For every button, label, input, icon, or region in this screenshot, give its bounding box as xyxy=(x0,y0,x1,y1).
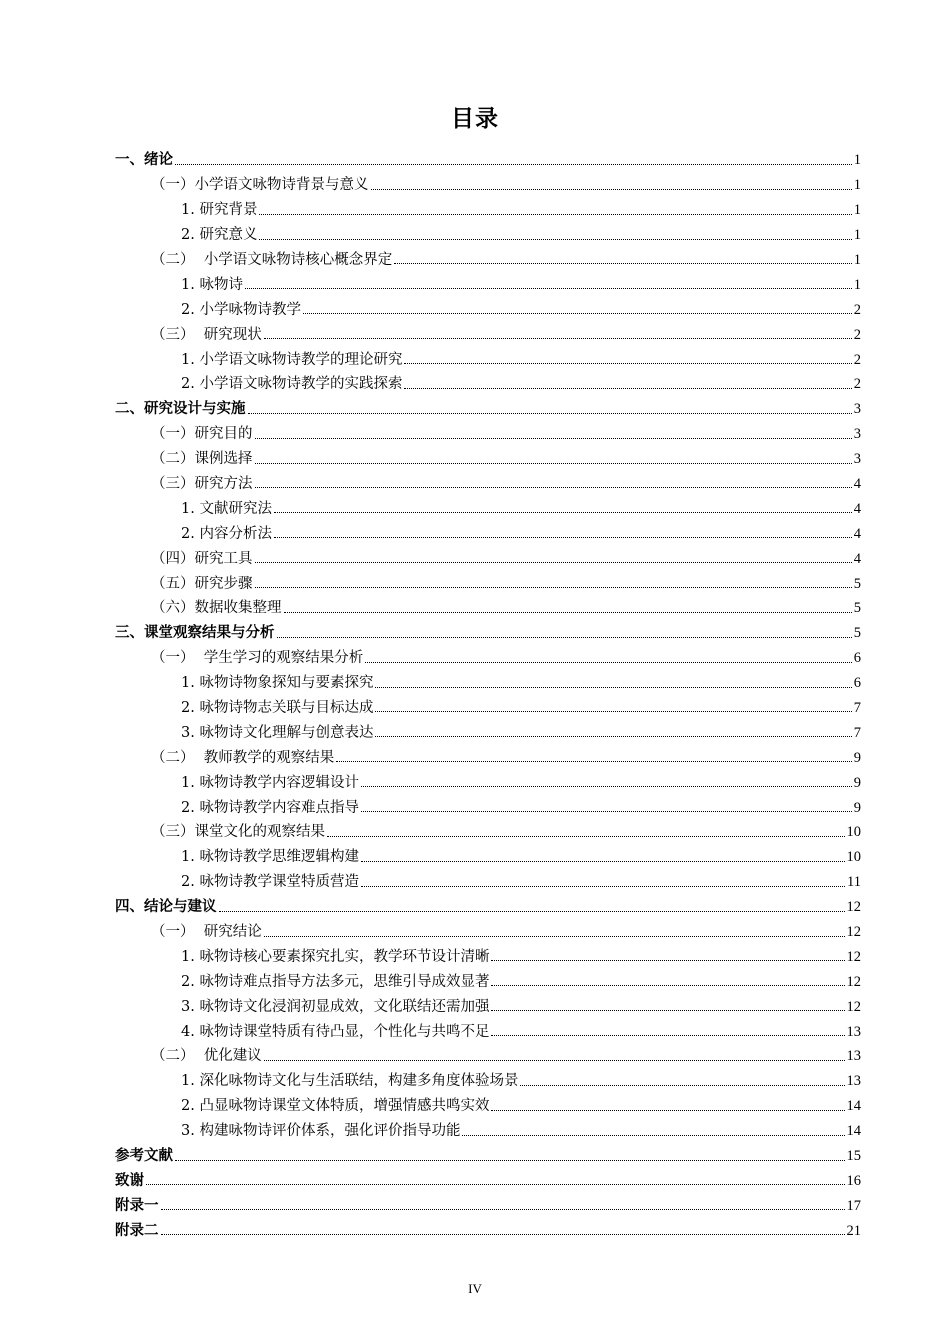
toc-entry-page-number: 3 xyxy=(853,426,861,443)
toc-entry-label: （四）研究工具 xyxy=(151,550,253,567)
toc-entry-page-number: 5 xyxy=(853,625,861,642)
dot-leader xyxy=(255,587,852,588)
toc-entry-label: 2. 凸显咏物诗课堂文体特质，增强情感共鸣实效 xyxy=(181,1098,490,1115)
dot-leader xyxy=(284,612,852,613)
dot-leader xyxy=(259,239,851,240)
toc-entry-page-number: 13 xyxy=(846,1023,861,1040)
toc-entry[interactable] xyxy=(115,964,861,989)
toc-entry-page-number: 4 xyxy=(853,550,861,567)
toc-entry[interactable] xyxy=(115,541,861,566)
toc-entry[interactable] xyxy=(115,591,861,616)
toc-entry[interactable] xyxy=(115,442,861,467)
dot-leader xyxy=(336,761,852,762)
dot-leader xyxy=(520,1085,844,1086)
dot-leader xyxy=(491,1035,844,1036)
toc-entry-page-number: 2 xyxy=(853,376,861,393)
toc-entry[interactable] xyxy=(115,1014,861,1039)
toc-entry[interactable] xyxy=(115,168,861,193)
toc-entry-label: 1. 咏物诗 xyxy=(181,276,243,293)
dot-leader xyxy=(274,537,852,538)
toc-entry[interactable] xyxy=(115,715,861,740)
toc-entry[interactable] xyxy=(115,940,861,965)
toc-entry[interactable] xyxy=(115,1164,861,1189)
dot-leader xyxy=(404,363,851,364)
toc-entry-page-number: 4 xyxy=(853,525,861,542)
toc-entry-page-number: 4 xyxy=(853,475,861,492)
toc-entry-page-number: 1 xyxy=(853,227,861,244)
toc-entry-label: （二） 教师教学的观察结果 xyxy=(151,749,335,766)
toc-entry[interactable] xyxy=(115,815,861,840)
toc-entry[interactable] xyxy=(115,641,861,666)
dot-leader xyxy=(255,562,852,563)
toc-entry-label: 2. 咏物诗难点指导方法多元，思维引导成效显著 xyxy=(181,973,490,990)
toc-entry-page-number: 14 xyxy=(846,1098,861,1115)
dot-leader xyxy=(327,836,845,837)
toc-entry-label: 2. 内容分析法 xyxy=(181,525,272,542)
toc-entry[interactable] xyxy=(115,467,861,492)
toc-entry-page-number: 10 xyxy=(846,849,861,866)
dot-leader xyxy=(361,786,852,787)
toc-entry[interactable] xyxy=(115,1188,861,1213)
toc-entry-page-number: 12 xyxy=(846,924,861,940)
toc-entry[interactable] xyxy=(115,267,861,292)
toc-entry-page-number: 5 xyxy=(853,600,861,617)
toc-entry-page-number: 12 xyxy=(846,899,861,916)
toc-entry[interactable] xyxy=(115,516,861,541)
dot-leader xyxy=(255,487,852,488)
toc-entry[interactable] xyxy=(115,989,861,1014)
dot-leader xyxy=(146,1184,845,1185)
toc-entry-page-number: 21 xyxy=(846,1222,861,1239)
dot-leader xyxy=(245,288,852,289)
dot-leader xyxy=(255,438,852,439)
toc-entry-label: （二）课例选择 xyxy=(151,451,253,468)
toc-entry-page-number: 1 xyxy=(853,276,861,293)
toc-entry[interactable] xyxy=(115,1139,861,1164)
toc-entry-label: 1. 研究背景 xyxy=(181,202,258,219)
dot-leader xyxy=(394,263,852,264)
toc-entry-page-number: 1 xyxy=(853,202,861,219)
toc-entry-label: 3. 构建咏物诗评价体系，强化评价指导功能 xyxy=(181,1123,461,1140)
dot-leader xyxy=(161,1234,845,1235)
toc-entry-page-number: 9 xyxy=(853,749,861,766)
dot-leader xyxy=(361,886,845,887)
toc-entry-label: 1. 深化咏物诗文化与生活联结，构建多角度体验场景 xyxy=(181,1073,519,1090)
dot-leader xyxy=(161,1209,845,1210)
toc-entry-label: （三）课堂文化的观察结果 xyxy=(151,824,325,841)
toc-entry-label: （二） 小学语文咏物诗核心概念界定 xyxy=(151,251,393,268)
toc-entry[interactable] xyxy=(115,915,861,940)
toc-entry-page-number: 1 xyxy=(853,177,861,194)
toc-entry-label: 附录二 xyxy=(115,1222,159,1239)
toc-entry[interactable] xyxy=(115,666,861,691)
toc-entry-label: 二、研究设计与实施 xyxy=(115,401,246,418)
toc-entry-label: （三）研究方法 xyxy=(151,475,253,492)
toc-entry-page-number: 7 xyxy=(853,724,861,741)
toc-entry[interactable] xyxy=(115,1064,861,1089)
toc-entry-page-number: 7 xyxy=(853,699,861,716)
toc-entry[interactable] xyxy=(115,790,861,815)
table-of-contents xyxy=(115,143,861,1238)
toc-entry-label: 2. 研究意义 xyxy=(181,227,258,244)
toc-entry-page-number: 6 xyxy=(853,650,861,667)
toc-entry-label: （一）小学语文咏物诗背景与意义 xyxy=(151,177,369,194)
toc-entry-page-number: 13 xyxy=(846,1048,861,1065)
dot-leader xyxy=(264,936,845,937)
toc-entry-page-number: 2 xyxy=(853,301,861,318)
dot-leader xyxy=(255,463,852,464)
toc-entry-page-number: 3 xyxy=(853,451,861,468)
toc-entry-label: 三、课堂观察结果与分析 xyxy=(115,625,275,642)
toc-entry-page-number: 1 xyxy=(853,152,861,169)
toc-entry-page-number: 4 xyxy=(853,500,861,517)
toc-entry[interactable] xyxy=(115,491,861,516)
toc-entry[interactable] xyxy=(115,143,861,168)
toc-entry[interactable] xyxy=(115,740,861,765)
toc-entry[interactable] xyxy=(115,392,861,417)
toc-entry-page-number: 12 xyxy=(846,973,861,990)
toc-entry-page-number: 2 xyxy=(853,326,861,343)
toc-entry-label: 2. 咏物诗物志关联与目标达成 xyxy=(181,699,374,716)
toc-entry[interactable] xyxy=(115,566,861,591)
toc-entry-label: 1. 咏物诗核心要素探究扎实，教学环节设计清晰 xyxy=(181,948,490,965)
dot-leader xyxy=(175,1160,845,1161)
toc-entry[interactable] xyxy=(115,218,861,243)
toc-entry[interactable] xyxy=(115,243,861,268)
dot-leader xyxy=(264,1060,845,1061)
dot-leader xyxy=(264,338,852,339)
toc-entry[interactable] xyxy=(115,193,861,218)
toc-entry-page-number: 16 xyxy=(846,1172,861,1189)
toc-entry-label: 1. 小学语文咏物诗教学的理论研究 xyxy=(181,351,403,368)
toc-entry-label: （三） 研究现状 xyxy=(151,326,262,343)
toc-entry-page-number: 10 xyxy=(846,824,861,841)
dot-leader xyxy=(491,960,844,961)
page-number: IV xyxy=(468,1281,482,1296)
toc-entry-page-number: 9 xyxy=(853,799,861,816)
toc-entry-label: 2. 小学语文咏物诗教学的实践探索 xyxy=(181,376,403,393)
toc-entry-page-number: 11 xyxy=(847,874,861,891)
toc-entry-page-number: 5 xyxy=(853,575,861,592)
dot-leader xyxy=(375,711,851,712)
toc-entry-label: （一） 研究结论 xyxy=(151,924,262,940)
toc-entry[interactable] xyxy=(115,765,861,790)
toc-entry-label: 致谢 xyxy=(115,1172,144,1189)
toc-entry[interactable] xyxy=(115,292,861,317)
toc-entry-label: 2. 咏物诗教学内容难点指导 xyxy=(181,799,359,816)
toc-entry[interactable] xyxy=(115,865,861,890)
toc-entry[interactable] xyxy=(115,840,861,865)
toc-entry-page-number: 14 xyxy=(846,1123,861,1140)
dot-leader xyxy=(259,214,851,215)
toc-entry[interactable] xyxy=(115,317,861,342)
dot-leader xyxy=(365,662,852,663)
toc-entry-label: 1. 文献研究法 xyxy=(181,500,272,517)
toc-entry-page-number: 17 xyxy=(846,1197,861,1214)
toc-entry-label: （一） 学生学习的观察结果分析 xyxy=(151,650,364,667)
toc-entry-label: 4. 咏物诗课堂特质有待凸显，个性化与共鸣不足 xyxy=(181,1023,490,1040)
toc-entry[interactable] xyxy=(115,1213,861,1238)
dot-leader xyxy=(371,189,852,190)
toc-entry-page-number: 6 xyxy=(853,675,861,692)
toc-entry-label: 参考文献 xyxy=(115,1148,173,1165)
toc-entry-page-number: 2 xyxy=(853,351,861,368)
dot-leader xyxy=(248,413,852,414)
toc-entry-page-number: 1 xyxy=(853,251,861,268)
toc-entry-page-number: 12 xyxy=(846,998,861,1015)
toc-entry[interactable] xyxy=(115,616,861,641)
toc-entry-label: （二） 优化建议 xyxy=(151,1048,262,1065)
dot-leader xyxy=(491,1010,844,1011)
toc-entry-label: 1. 咏物诗教学内容逻辑设计 xyxy=(181,774,359,791)
toc-entry-page-number: 15 xyxy=(846,1148,861,1165)
toc-entry-page-number: 12 xyxy=(846,948,861,965)
toc-entry-label: （一）研究目的 xyxy=(151,426,253,443)
toc-entry-label: 3. 咏物诗文化浸润初显成效，文化联结还需加强 xyxy=(181,998,490,1015)
toc-entry[interactable] xyxy=(115,342,861,367)
toc-entry-label: 附录一 xyxy=(115,1197,159,1214)
toc-entry[interactable] xyxy=(115,1039,861,1064)
toc-entry-label: （六）数据收集整理 xyxy=(151,600,282,617)
toc-entry-label: 一、绪论 xyxy=(115,152,173,169)
dot-leader xyxy=(375,687,851,688)
toc-entry-page-number: 9 xyxy=(853,774,861,791)
dot-leader xyxy=(491,985,844,986)
dot-leader xyxy=(274,512,852,513)
toc-entry[interactable] xyxy=(115,890,861,915)
dot-leader xyxy=(277,637,852,638)
dot-leader xyxy=(175,164,852,165)
toc-entry-label: 2. 小学咏物诗教学 xyxy=(181,301,301,318)
toc-entry[interactable] xyxy=(115,1089,861,1114)
toc-entry-label: 3. 咏物诗文化理解与创意表达 xyxy=(181,724,374,741)
dot-leader xyxy=(462,1135,844,1136)
dot-leader xyxy=(361,811,852,812)
toc-entry-page-number: 3 xyxy=(853,401,861,418)
toc-entry[interactable] xyxy=(115,417,861,442)
toc-entry-label: 2. 咏物诗教学课堂特质营造 xyxy=(181,874,359,891)
toc-title: 目录 xyxy=(451,106,499,132)
toc-entry-label: 1. 咏物诗教学思维逻辑构建 xyxy=(181,849,359,866)
dot-leader xyxy=(491,1110,844,1111)
toc-entry[interactable] xyxy=(115,1114,861,1139)
toc-entry-label: 1. 咏物诗物象探知与要素探究 xyxy=(181,675,374,692)
toc-entry-label: （五）研究步骤 xyxy=(151,575,253,592)
dot-leader xyxy=(303,313,852,314)
toc-entry[interactable] xyxy=(115,367,861,392)
dot-leader xyxy=(219,911,845,912)
dot-leader xyxy=(375,736,851,737)
toc-entry-label: 四、结论与建议 xyxy=(115,899,217,916)
dot-leader xyxy=(361,861,845,862)
dot-leader xyxy=(404,388,851,389)
toc-entry[interactable] xyxy=(115,691,861,716)
toc-entry-page-number: 13 xyxy=(846,1073,861,1090)
